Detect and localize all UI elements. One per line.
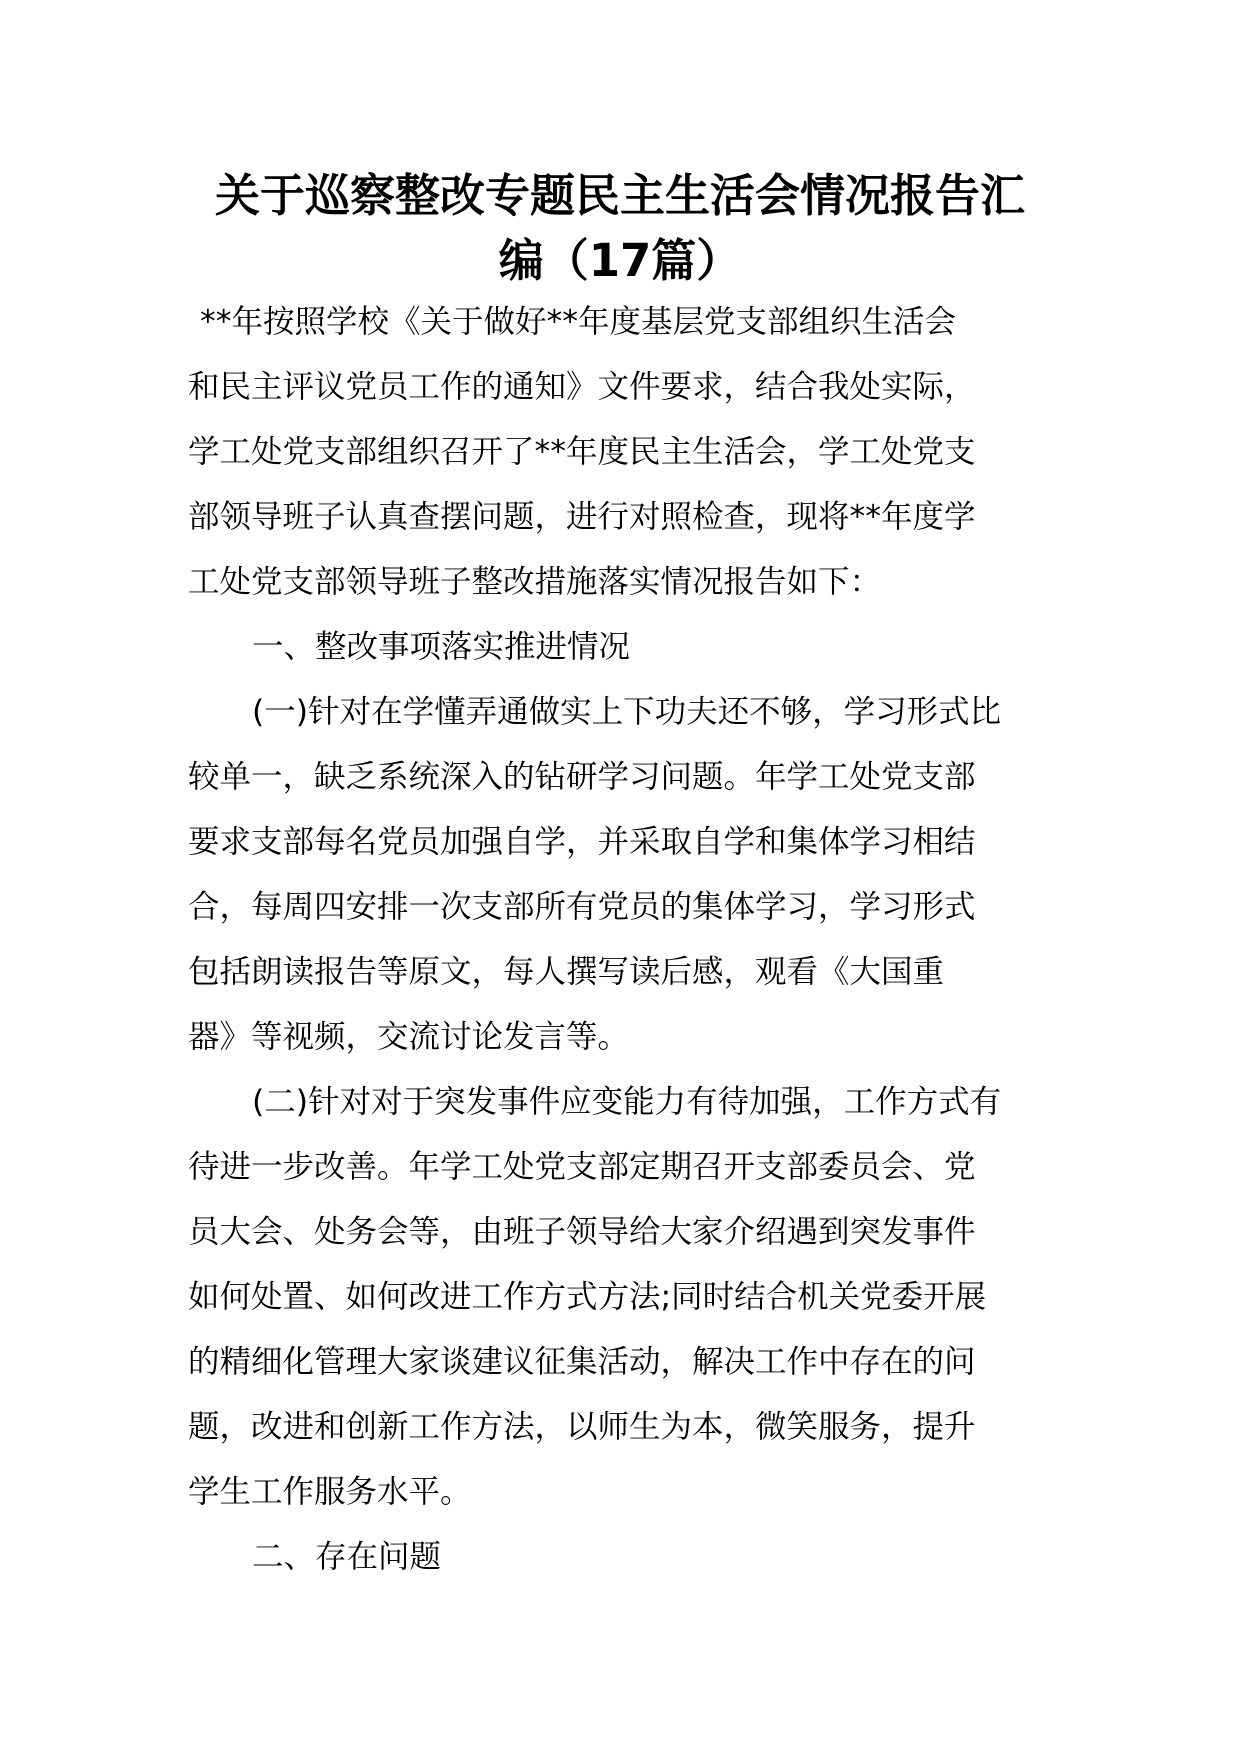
item-2-paragraph [188, 1070, 1058, 1525]
intro-line: 部领导班子认真查摆问题，进行对照检查，现将**年度学 [188, 499, 976, 535]
item-1-line: 要求支部每名党员加强自学，并采取自学和集体学习相结 [188, 824, 976, 860]
item-1-line: 较单一，缺乏系统深入的钻研学习问题。年学工处党支部 [188, 759, 976, 795]
title-line-2: 编（17篇） [498, 234, 742, 287]
intro-line: 工处党支部领导班子整改措施落实情况报告如下： [188, 564, 882, 600]
intro-line: **年按照学校《关于做好**年度基层党支部组织生活会 [200, 304, 957, 340]
item-2-line: 题，改进和创新工作方法，以师生为本，微笑服务，提升 [188, 1409, 976, 1445]
item-2-line: 如何处置、如何改进工作方式方法;同时结合机关党委开展 [188, 1279, 987, 1315]
item-1-line: 包括朗读报告等原文，每人撰写读后感，观看《大国重 [188, 954, 945, 990]
item-1-line: 合，每周四安排一次支部所有党员的集体学习，学习形式 [188, 889, 976, 925]
section-heading-2: 二、存在问题 [252, 1539, 442, 1575]
item-1-paragraph [188, 680, 1058, 1070]
title-line-1: 关于巡察整改专题民主生活会情况报告汇 [214, 169, 1025, 222]
section-heading-1: 一、整改事项落实推进情况 [252, 629, 631, 665]
item-2-line: 待进一步改善。年学工处党支部定期召开支部委员会、党 [188, 1149, 976, 1185]
intro-line: 和民主评议党员工作的通知》文件要求，结合我处实际， [188, 369, 976, 405]
item-2-line: 学生工作服务水平。 [188, 1474, 472, 1510]
item-1-line: (一)针对在学懂弄通做实上下功夫还不够，学习形式比 [252, 694, 1002, 730]
intro-line: 学工处党支部组织召开了**年度民主生活会，学工处党支 [188, 434, 976, 470]
item-2-line: (二)针对对于突发事件应变能力有待加强，工作方式有 [252, 1084, 1002, 1120]
document-title [150, 162, 1090, 292]
item-2-line: 员大会、处务会等，由班子领导给大家介绍遇到突发事件 [188, 1214, 976, 1250]
intro-paragraph [188, 290, 1058, 615]
item-2-line: 的精细化管理大家谈建议征集活动，解决工作中存在的问 [188, 1344, 976, 1380]
item-1-line: 器》等视频，交流讨论发言等。 [188, 1019, 630, 1055]
document-body [188, 290, 1058, 1590]
